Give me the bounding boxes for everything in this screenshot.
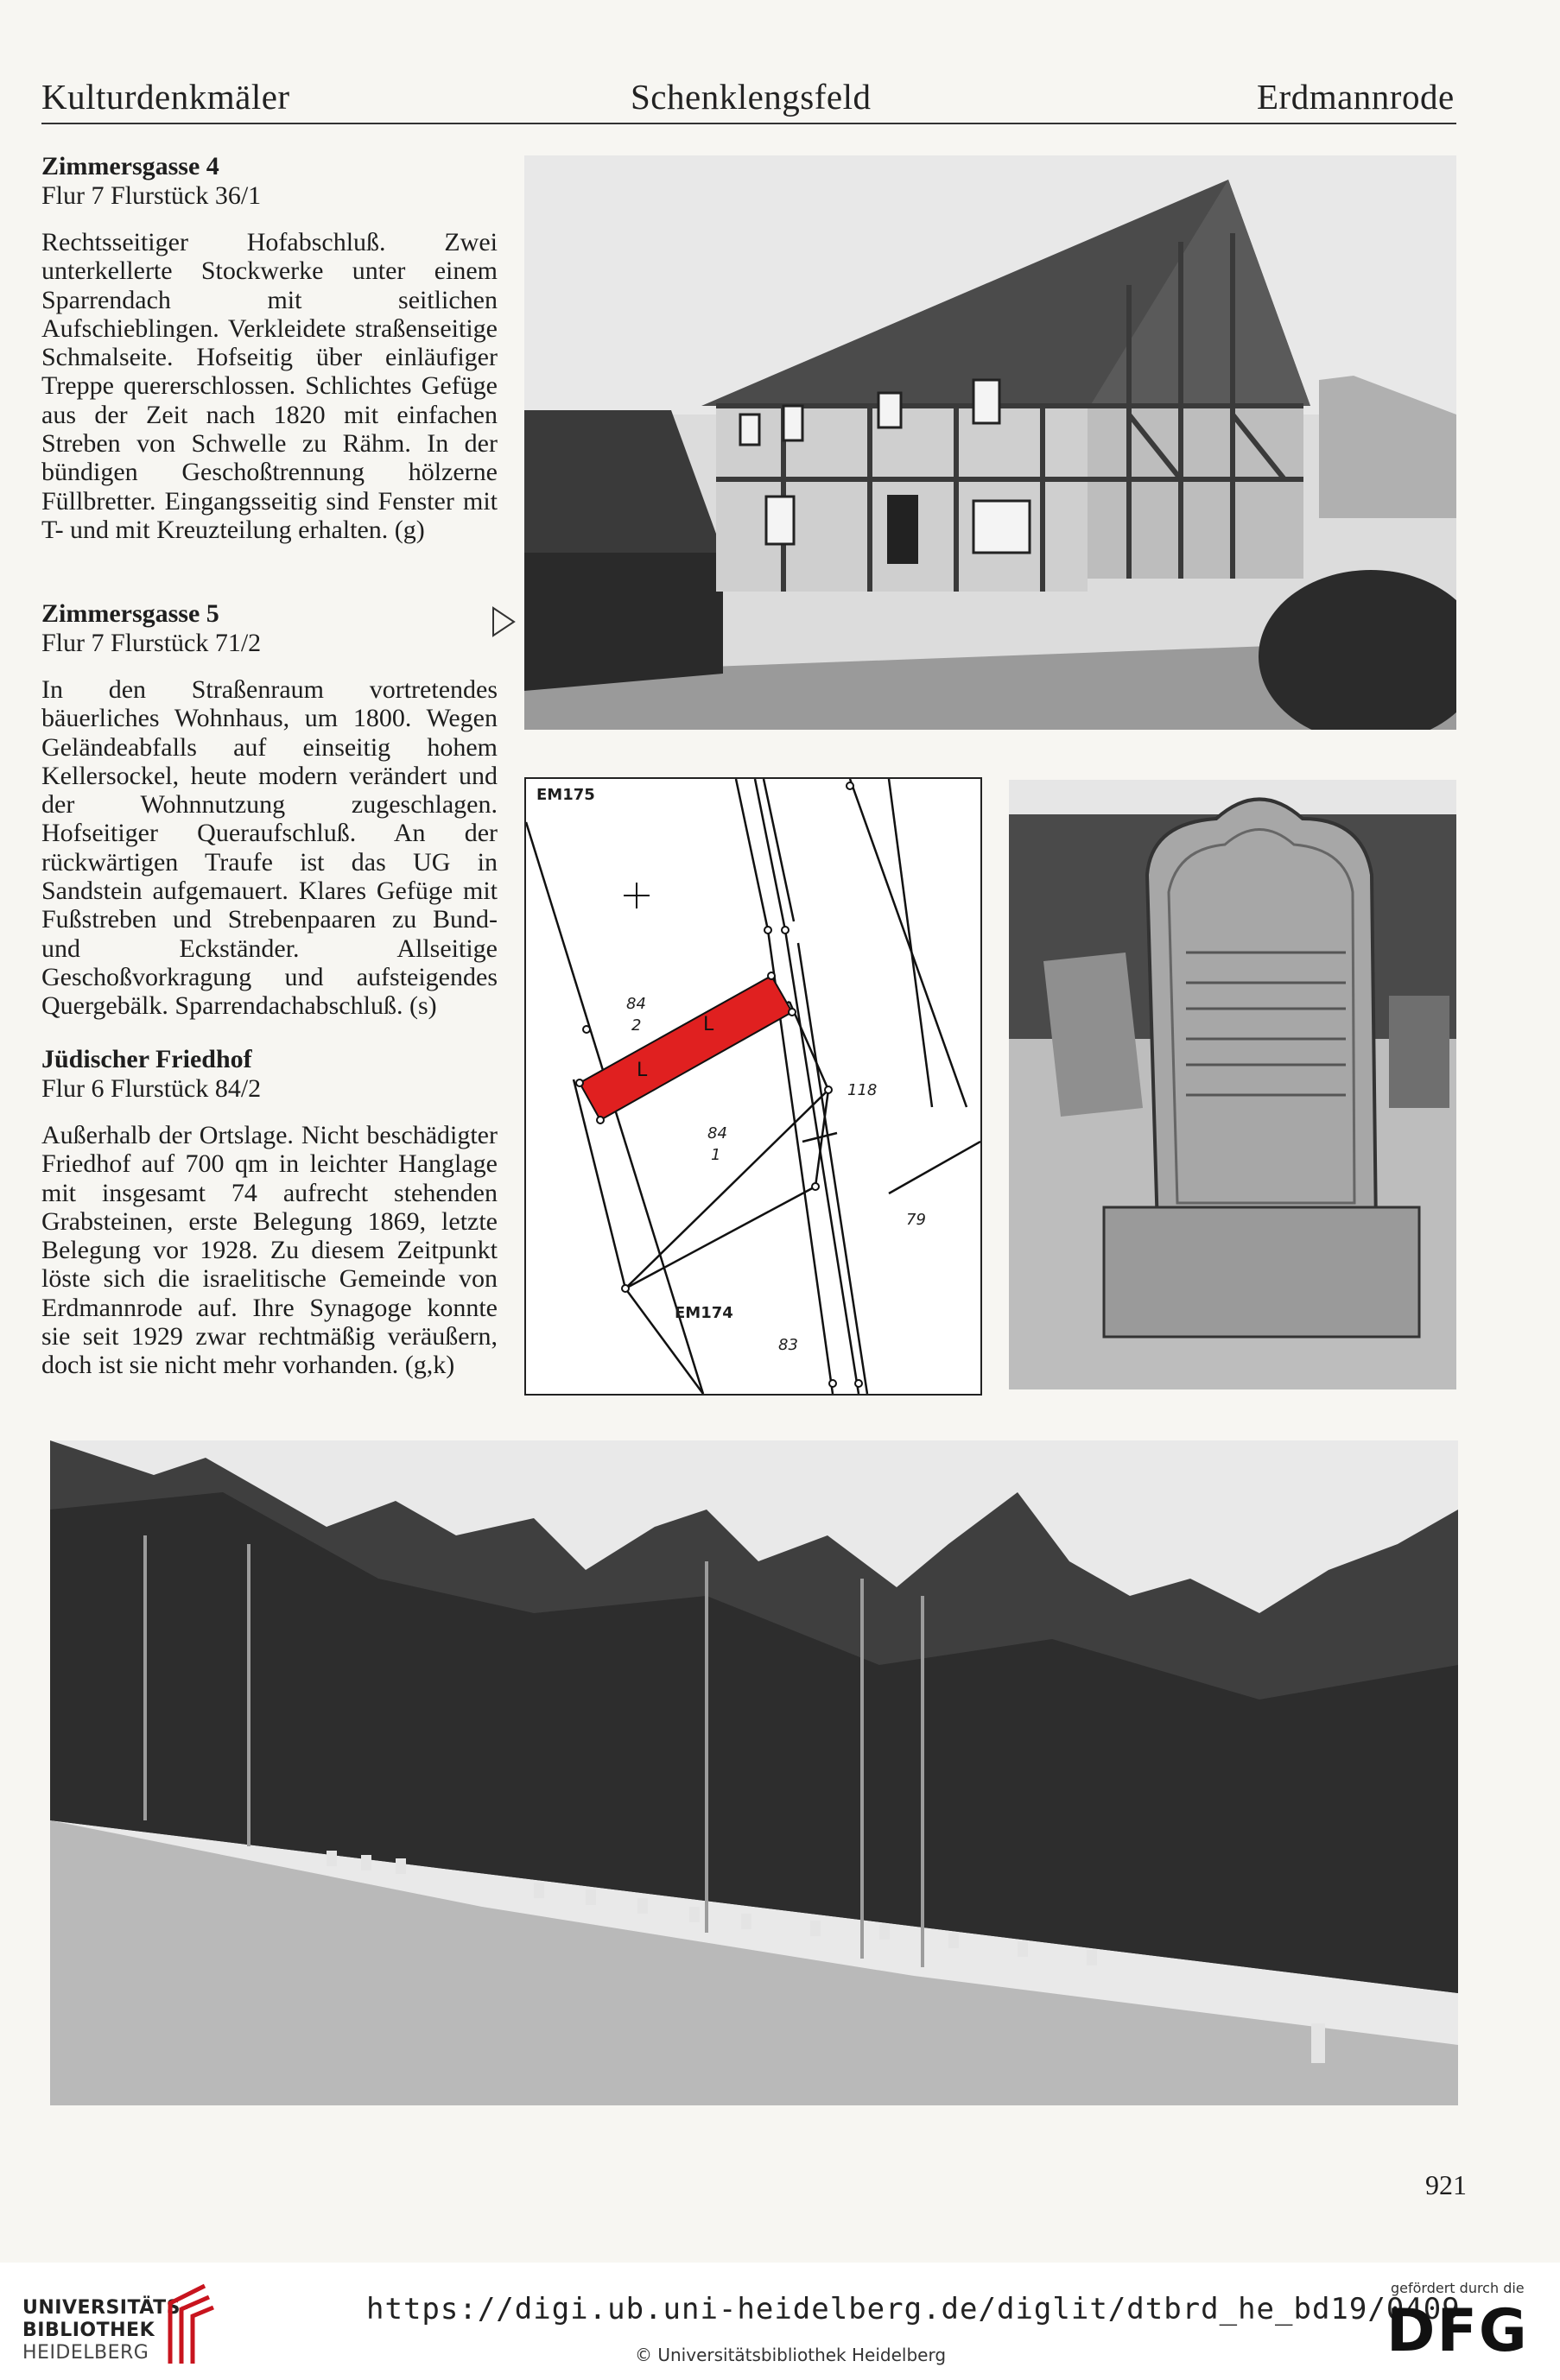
dfg-logo: DFG xyxy=(1386,2297,1529,2365)
map-marker-l: L xyxy=(637,1060,648,1081)
header-rule xyxy=(41,123,1456,124)
entry-zimmersgasse-4 xyxy=(41,152,498,544)
entry-zimmersgasse-5 xyxy=(41,599,498,1021)
map-label-em174: EM174 xyxy=(675,1304,733,1322)
photo-half-timbered-house xyxy=(524,155,1456,730)
entry-text: Rechtsseitiger Hofabschluß. Zwei unterkellerte Stockwerke unter einem Sparrendach mit seitlichen Aufschieblingen. Verkleidete straßenseitige Schmalseite. Hofseitig über einläufiger Treppe quererschlossen. Schlichtes Gefüge aus der Zeit nach 1820 mit einfachen Streben von Schwelle zu Rähm. In der bündigen Geschoßtrennung hölzerne Füllbretter. Eingangsseitig sind Fenster mit T- und mit Kreuzteilung erhalten. (g) xyxy=(41,228,498,544)
entry-parcel: Flur 7 Flurstück 36/1 xyxy=(41,181,262,210)
map-parcel-sub-top: 2 xyxy=(631,1016,642,1035)
entry-title: Zimmersgasse 4 xyxy=(41,152,219,180)
map-label-79: 79 xyxy=(906,1211,926,1229)
reference-arrow-icon xyxy=(491,604,517,639)
photo-jewish-cemetery xyxy=(50,1440,1458,2105)
entry-juedischer-friedhof xyxy=(41,1045,498,1380)
source-url-link[interactable]: https://digi.ub.uni-heidelberg.de/diglit/dtbrd_he_bd19/0409 xyxy=(366,2292,1461,2326)
map-label-em175: EM175 xyxy=(536,786,595,804)
library-name-line3: HEIDELBERG xyxy=(22,2342,149,2364)
page-number: 921 xyxy=(1425,2169,1467,2200)
library-name-line2: BIBLIOTHEK xyxy=(22,2320,155,2341)
map-label-83: 83 xyxy=(778,1336,798,1354)
running-header-center: Schenklengsfeld xyxy=(631,77,872,117)
library-logo-icon xyxy=(157,2282,218,2368)
footer-bar xyxy=(0,2263,1560,2380)
cadastral-map xyxy=(524,777,982,1396)
library-name-line1: UNIVERSITÄTS- xyxy=(22,2297,189,2319)
entry-text: In den Straßenraum vortretendes bäuerliches Wohnhaus, um 1800. Wegen Geländeabfalls auf einseitig hohem Kellersockel, heute modern verändert und der Wohnnutzung zugeschlagen. Hofseitiger Queraufschluß. An der rückwärtigen Traufe ist das UG in Sandstein aufgemauert. Klares Gefüge mit Fußstreben und Strebenpaaren zu Bund- und Eckständer. Allseitige Geschoßvorkragung und aufsteigendes Quergebälk. Sparrendachabschluß. (s) xyxy=(41,675,498,1021)
funding-note: gefördert durch die xyxy=(1391,2280,1525,2296)
entry-title: Zimmersgasse 5 xyxy=(41,599,219,628)
copyright-notice: © Universitätsbibliothek Heidelberg xyxy=(635,2345,947,2365)
photo-gravestone xyxy=(1009,780,1456,1389)
running-header-right: Erdmannrode xyxy=(1257,77,1455,117)
map-label-118: 118 xyxy=(847,1081,878,1099)
map-parcel-sub-bottom: 1 xyxy=(711,1146,721,1164)
entry-parcel: Flur 7 Flurstück 71/2 xyxy=(41,629,262,657)
entry-text: Außerhalb der Ortslage. Nicht beschädigter Friedhof auf 700 qm in leichter Hanglage mit insgesamt 74 aufrecht stehenden Grabsteinen, erste Belegung 1869, letzte Belegung vor 1928. Zu diesem Zeitpunkt löste sich die israelitische Gemeinde von Erdmannrode auf. Ihre Synagoge konnte sie seit 1929 zwar rechtmäßig veräußern, doch ist sie nicht mehr vorhanden. (g,k) xyxy=(41,1121,498,1380)
running-header-left: Kulturdenkmäler xyxy=(41,77,290,117)
map-parcel-number-bottom: 84 xyxy=(707,1124,727,1143)
entry-title: Jüdischer Friedhof xyxy=(41,1045,252,1073)
map-parcel-number-top: 84 xyxy=(626,995,646,1013)
entry-parcel: Flur 6 Flurstück 84/2 xyxy=(41,1074,262,1103)
map-marker-l: L xyxy=(703,1014,714,1035)
